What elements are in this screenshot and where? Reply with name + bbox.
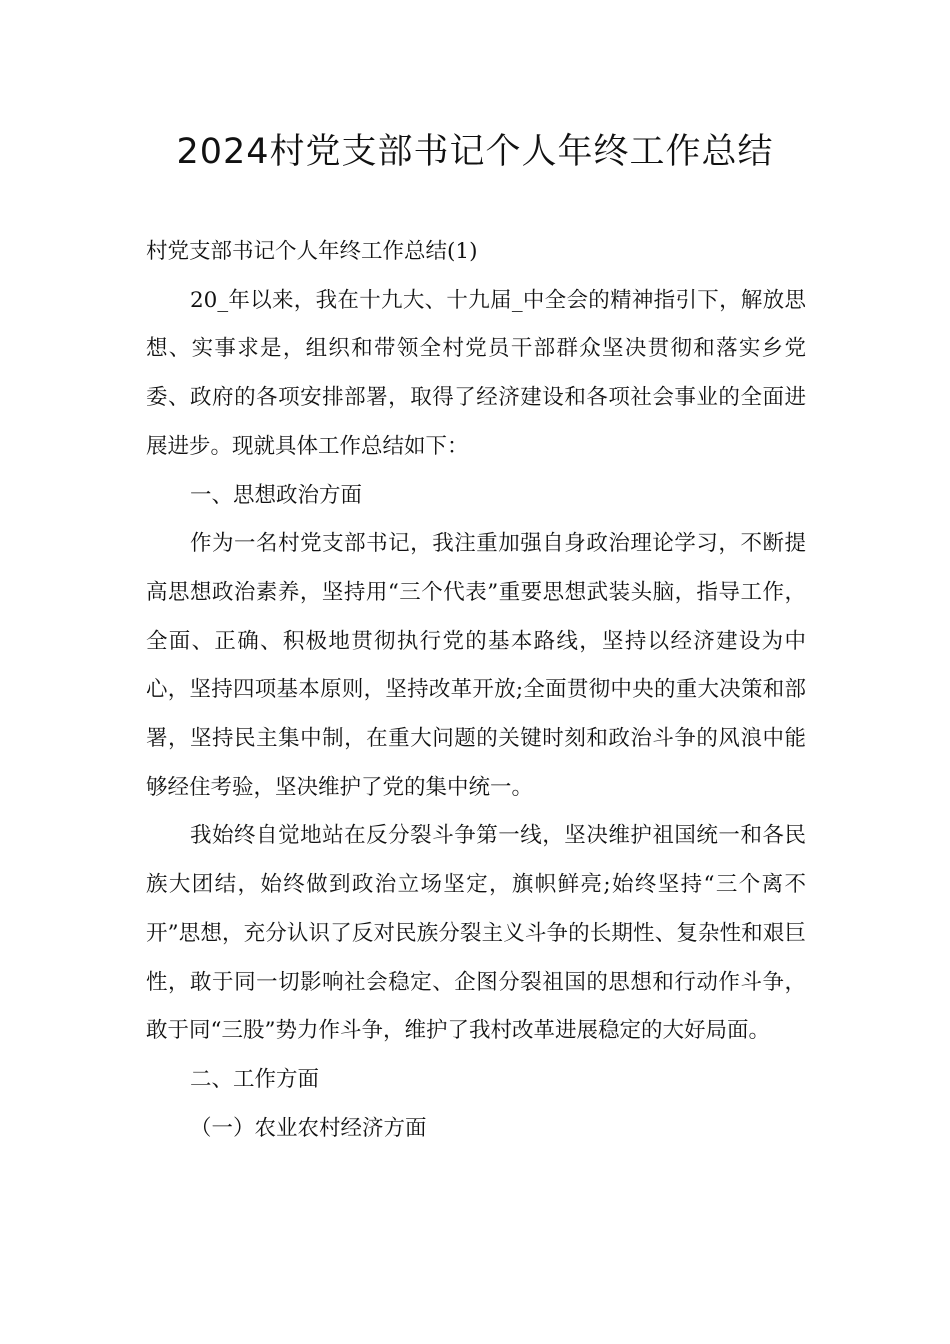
- paragraph-anti-separatism: 我始终自觉地站在反分裂斗争第一线，坚决维护祖国统一和各民族大团结，始终做到政治立场坚定，旗帜鲜亮;始终坚持“三个离不开”思想，充分认识了反对民族分裂主义斗争的长期性、复杂性和艰巨性，敢于同一切影响社会稳定、企图分裂祖国的思想和行动作斗争，敢于同“三股”势力作斗争，维护了我村改革进展稳定的大好局面。: [146, 823, 806, 1044]
- paragraph-political-study: 作为一名村党支部书记，我注重加强自身政治理论学习，不断提高思想政治素养，坚持用“三个代表”重要思想武装头脑，指导工作，全面、正确、积极地贯彻执行党的基本路线，坚持以经济建设为中心，坚持四项基本原则，坚持改革开放;全面贯彻中央的重大决策和部署，坚持民主集中制，在重大问题的关键时刻和政治斗争的风浪中能够经住考验，坚决维护了党的集中统一。: [146, 531, 806, 800]
- heading-political-thought: 一、思想政治方面: [190, 482, 363, 508]
- heading-work: 二、工作方面: [190, 1066, 320, 1092]
- paragraph-intro: 20_年以来，我在十九大、十九届_中全会的精神指引下，解放思想、实事求是，组织和带领全村党员干部群众坚决贯彻和落实乡党委、政府的各项安排部署，取得了经济建设和各项社会事业的全面进展进步。现就具体工作总结如下：: [146, 287, 806, 459]
- subheading-rural-economy: （一）农业农村经济方面: [190, 1115, 427, 1141]
- document-body: [146, 228, 806, 1153]
- document-title: 2024村党支部书记个人年终工作总结: [176, 132, 774, 172]
- section-subtitle: 村党支部书记个人年终工作总结(1): [146, 239, 478, 264]
